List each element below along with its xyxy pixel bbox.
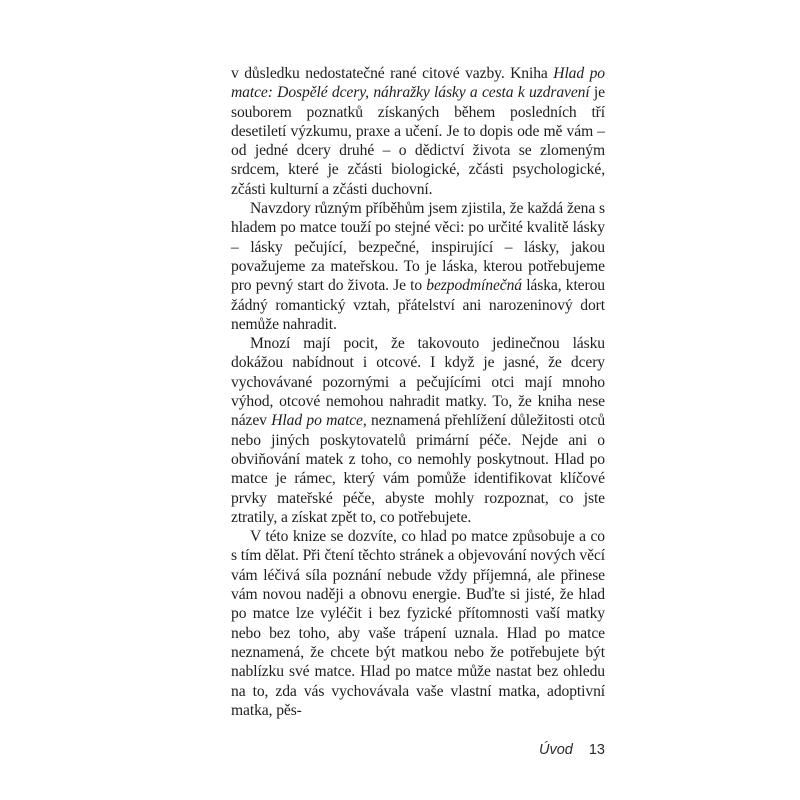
page-footer	[231, 742, 605, 758]
text-segment: Navzdory různým příběhům jsem zjistila, že každá žena s hladem po matce touží po stejné věci: po určité kvalitě lásky – lásky pečující, bezpečné, inspirující – lásky, jakou považujeme za mateřskou. To je láska, kterou potřebujeme pro pevný start do života. Je to	[231, 200, 605, 295]
paragraph	[231, 199, 605, 334]
text-segment: je souborem poznatků získaných během posledních tří desetiletí výzkumu, praxe a učení. Je to dopis ode mě vám – od jedné dcery druhé – o dědictví života se zlomeným srdcem, které je zčásti biologické, zčásti psychologické, zčásti kulturní a zčásti duchovní.	[231, 84, 605, 198]
text-segment: Mnozí mají pocit, že takovouto jedinečnou lásku dokážou nabídnout i otcové. I když je jasné, že dcery vychovávané pozornými a pečujícími otci mají mnoho výhod, otcové nemohou nahradit matky. To, že kniha nese název	[231, 335, 605, 430]
text-segment: V této knize se dozvíte, co hlad po matce způsobuje a co s tím dělat. Při čtení těchto stránek a objevování nových věcí vám léčivá síla poznání nebude vždy příjemná, ale přinese vám novou naději a obnovu energie. Buďte si jisté, že hlad po matce lze vyléčit i bez fyzické přítomnosti vaší matky nebo bez toho, aby vaše trápení uznala. Hlad po matce neznamená, že chcete být matkou nebo že potřebujete být nablízku své matce. Hlad po matce může nastat bez ohledu na to, zda vás vychovávala vaše vlastní matka, adoptivní matka, pěs-	[231, 528, 605, 719]
text-segment: v důsledku nedostatečné rané citové vazby. Kniha	[231, 65, 554, 82]
italic-text-segment: bezpodmínečná	[426, 277, 522, 295]
text-segment: , neznamená přehlížení důležitosti otců nebo jiných poskytovatelů primární péče. Nejde ani o obviňování matek z toho, co nemohly poskytnout. Hlad po matce je rámec, který vám pomůže identifikovat klíčové prvky mateřské péče, abyste mohly rozpoznat, co jste ztratily, a získat zpět to, co potřebujete.	[231, 412, 606, 526]
text-segment: láska, kterou žádný romantický vztah, přátelství ani narozeninový dort nemůže nahradit.	[231, 277, 605, 333]
paragraph	[231, 64, 605, 199]
paragraph	[231, 527, 605, 720]
page-text-column	[231, 64, 605, 720]
italic-text-segment: Hlad po matce	[271, 412, 363, 430]
footer-section-label: Úvod	[539, 742, 573, 758]
footer-page-number: 13	[588, 742, 605, 758]
italic-text-segment: Hlad po matce: Dospělé dcery, náhražky lásky a cesta k uzdravení	[231, 65, 605, 102]
paragraph	[231, 334, 605, 527]
